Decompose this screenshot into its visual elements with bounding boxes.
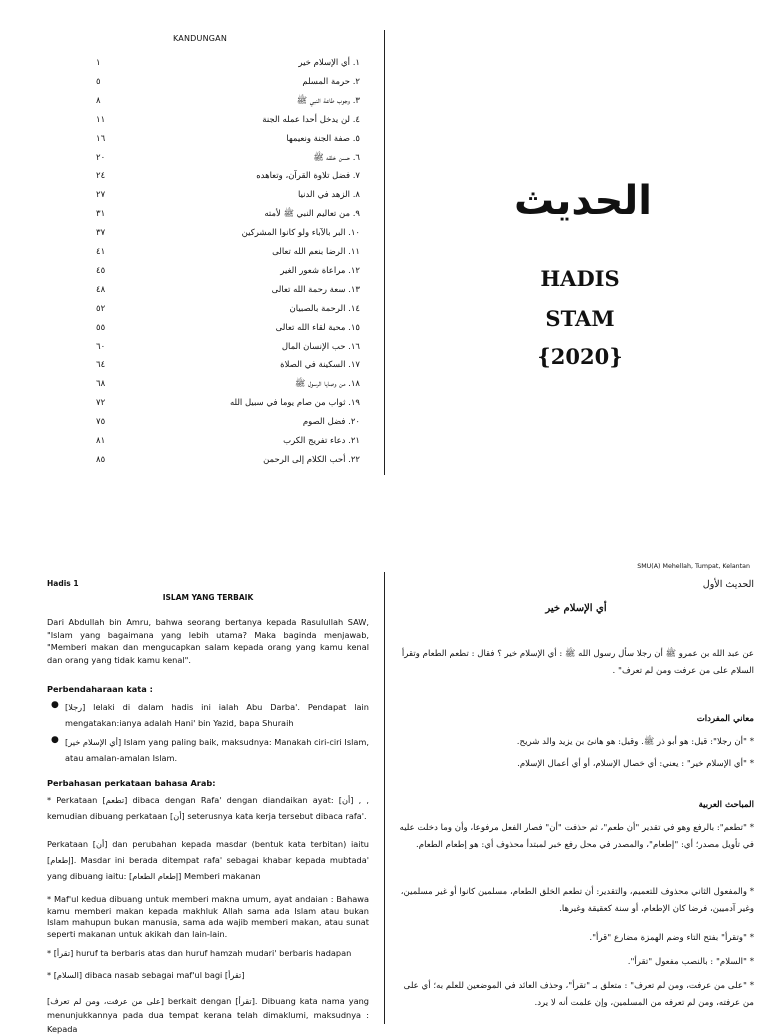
toc-entry-title: ١٢. مراعاة شعور الغير [280,265,360,276]
toc-entry-title: ١٥. محبة لقاء الله تعالى [275,322,360,333]
arabic-grammar-5: * "على من عرفت، ومن لم تعرف" : متعلق بـ "تقرأ"، وحذف العائد في الموضعين للعلم به؛ أي على من عرفته، ومن لم تعرفه من المسلمين، وإن علمت أنه لا يرد. [403,981,754,1008]
toc-entry-title: ٢. حرمة المسلم [302,76,360,87]
school-name: SMU(A) Mehellah, Tumpat, Kelantan [637,563,750,570]
vocab-bullet-2: [أي الإسلام خير] Islam yang paling baik, maksudnya: Manakah ciri-ciri Islam, atau amalan-amalan Islam. [65,737,369,763]
toc-entry-page: ٤٥ [96,265,106,276]
toc-entry-title: ٢٠. فضل الصوم [302,417,360,428]
hadis-intro: Dari Abdullah bin Amru, bahwa seorang bertanya kepada Rasulullah SAW, "Islam yang bagaimana yang lebih utama? Maka baginda menjawab, "Memberi makan dan mengucapkan salam kepada orang yang kamu kenal dan orang yang tidak kamu kenal". [47,617,369,665]
arabic-vocab-2: * "أي الإسلام خير" : يعني: أي خصال الإسلام، أو أي أعمال الإسلام. [517,759,754,769]
arabic-vocab-heading: معاني المفردات [696,714,754,724]
bullet-dot: ● [51,735,59,745]
toc-entry [92,379,360,398]
toc-entry-page: ٦٤ [96,360,106,371]
toc-page [0,0,384,520]
toc-entry-page: ٣٧ [96,228,106,239]
toc-entry [92,134,360,153]
grammar-heading: Perbahasan perkataan bahasa Arab: [47,778,216,788]
grammar-p5: * [السلام] dibaca nasab sebagai maf'ul bagi [تقرأ] [47,970,245,980]
toc-entry [92,398,360,417]
toc-entry [92,96,360,115]
cover-stam: STAM [545,306,615,331]
toc-entry-title: ٢٢. أحب الكلام إلى الرحمن [263,454,360,465]
page-divider-bottom [384,572,385,1024]
toc-entry-page: ٤٨ [96,284,106,295]
toc-entry-page: ٨٥ [96,454,106,465]
toc-entry [92,436,360,455]
grammar-p4: * [تقرأ] huruf ta berbaris atas dan huruf hamzah mudari' berbaris hadapan [47,948,352,958]
toc-entry-title: ١٩. ثواب من صام يوما في سبيل الله [229,398,360,409]
hadis-label: Hadis 1 [47,579,79,588]
toc-entry [92,285,360,304]
page-divider-top [384,30,385,475]
cover-hadis: HADIS [540,266,620,291]
toc-entry-page: ٥ [96,76,101,87]
toc-entry-page: ٧٢ [96,398,106,409]
toc-entry-title: ٦. حسن خلقه ﷺ [313,152,360,163]
toc-entry [92,417,360,436]
arabic-grammar-1: * "تطعم": بالرفع وهو في تقدير "أن طعم"، ثم حذفت "أن" فصار الفعل مرفوعا، وأن وما دخلت عليه في تأويل مصدر؛ أي: "إطعام"، والمصدر في محل رفع خبر لمبتدأ محذوف أي: هو إطعام الطعام. [399,823,754,850]
toc-entry-title: ١٦. حب الإنسان المال [281,341,360,352]
bullet-dot: ● [51,700,59,710]
toc-entry-page: ٨ [96,95,101,106]
toc-entry [92,304,360,323]
cover-page [386,0,768,520]
hadis-heading: ISLAM YANG TERBAIK [162,593,254,602]
toc-entry [92,228,360,247]
hadith-text: عن عبد الله بن عمرو ﷺ أن رجلا سأل رسول الله ﷺ : أي الإسلام خير ؟ فقال : تطعم الطعام وتقرأ السلام على من عرفت ومن لم تعرف" . [401,649,754,676]
arabic-grammar-heading: المباحث العربية [698,800,754,810]
toc-entry-title: ١٨. من وصايا الرسول ﷺ [295,379,360,390]
toc-entry-page: ٢٤ [96,171,106,182]
toc-entry-page: ١١ [96,114,106,125]
toc-entry-title: ٣. وجوب طاعة النبي ﷺ [296,95,360,106]
toc-entry-page: ٢٠ [96,152,106,163]
toc-entry [92,77,360,96]
toc-entry-page: ٦٠ [96,341,106,352]
toc-entry-page: ١ [96,58,101,68]
hadith-number: الحديث الأول [702,579,754,590]
hadith-title: أي الإسلام خير [545,603,607,614]
toc-entry-title: ٧. فضل تلاوة القرآن، وتعاهده [256,171,360,182]
toc-entry-page: ٣١ [96,209,106,220]
vocab-heading: Perbendaharaan kata : [47,684,153,694]
toc-entry-page: ١٦ [96,133,106,144]
toc-entry-page: ٧٥ [96,417,106,428]
toc-entry-page: ٥٢ [96,303,106,314]
toc-entry [92,115,360,134]
toc-entry-page: ٥٥ [96,322,106,333]
toc-entry-page: ٦٨ [96,379,106,390]
toc-entry-title: ١٠. البر بالآباء ولو كانوا المشركين [241,228,360,239]
toc-entry [92,153,360,172]
cover-arabic-title-wrap [0,178,768,224]
toc-entry-title: ٥. صفة الجنة ونعيمها [286,133,360,144]
arabic-vocab-1: * "أن رجلا": قيل: هو أبو ذر ﷺ. وقيل: هو هانئ بن يزيد والد شريح. [516,737,754,747]
toc-entry [92,455,360,474]
cover-year: {2020} [537,344,623,369]
toc-entry [92,266,360,285]
toc-entry-title: ٤. لن يدخل أحدا عمله الجنة [262,114,360,125]
toc-entry [92,323,360,342]
grammar-p6: [على من عرفت، ومن لم تعرف] berkait dengan [تقرأ]. Dibuang kata nama yang menunjukkannya pada dua tempat kerana telah dimaklumi, maksudnya : Kepada [47,996,369,1034]
toc-entry-title: ١٤. الرحمة بالصبيان [289,303,360,314]
toc-entry [92,342,360,361]
toc-entry-title: ١١. الرضا بنعم الله تعالى [272,247,360,257]
cover-arabic-title: الحديث [513,178,653,224]
arabic-grammar-4: * "السلام" : بالنصب مفعول "تقرأ". [627,957,754,967]
toc-entry-page: ٢٧ [96,190,106,201]
toc-entry-title: ٨. الزهد في الدنيا [297,190,360,201]
grammar-p1: * Perkataan [تطعم] dibaca dengan Rafa' dengan diandaikan ayat: [أن] , , kemudian dibuang perkataan [أن] seterusnya kata kerja tersebut dibaca rafa'. [47,795,369,821]
toc-entry [92,247,360,266]
toc-title: KANDUNGAN [173,34,228,43]
toc-entry-page: ٤١ [96,247,106,257]
toc-entry-title: ١٣. سعة رحمة الله تعالى [271,284,360,295]
vocab-bullet-1: [رجلا] lelaki di dalam hadis ini ialah Abu Darba'. Pendapat lain mengatakan:ianya adalah Hani' bin Yazid, bapa Shuraih [65,702,369,728]
toc-entry [92,58,360,77]
arabic-grammar-2: * والمفعول الثاني محذوف للتعميم، والتقدير: أن تطعم الخلق الطعام، مسلمين كانوا أو غير مسلمين، وغير آدميين، فرضا كان الإطعام، أو سنة كعقيقة وغيرها. [400,887,754,914]
toc-entry [92,360,360,379]
arabic-grammar-3: * "وتقرأ" بفتح التاء وضم الهمزة مضارع "قرأ". [589,933,754,943]
toc-entry-title: ٢١. دعاء تفريج الكرب [283,436,360,446]
toc-entry-page: ٨١ [96,436,106,446]
grammar-p3: * Maf'ul kedua dibuang untuk memberi makna umum, ayat andaian : Bahawa kamu memberi makan kepada makhluk Allah sama ada Islam atau bukan Islam mahupun bukan manusia, sama ada wajib memberi makan, atau sunat seperti makanan untuk akikah dan lain-lain. [47,894,369,939]
toc-entry-title: ١٧. السكينة في الصلاة [280,360,360,371]
grammar-p2: Perkataan [أن] dan perubahan kepada masdar (bentuk kata terbitan) iaitu [إطعام]. Masdar ini berada ditempat rafa' sebagai khabar kepada mubtada' yang dibuang iaitu: [إطعام الطعام] Memberi makanan [47,839,369,881]
toc-entry-title: ٩. من تعاليم النبي ﷺ لأمته [264,209,360,220]
toc-entry-title: ١. أي الإسلام خير [298,58,360,68]
